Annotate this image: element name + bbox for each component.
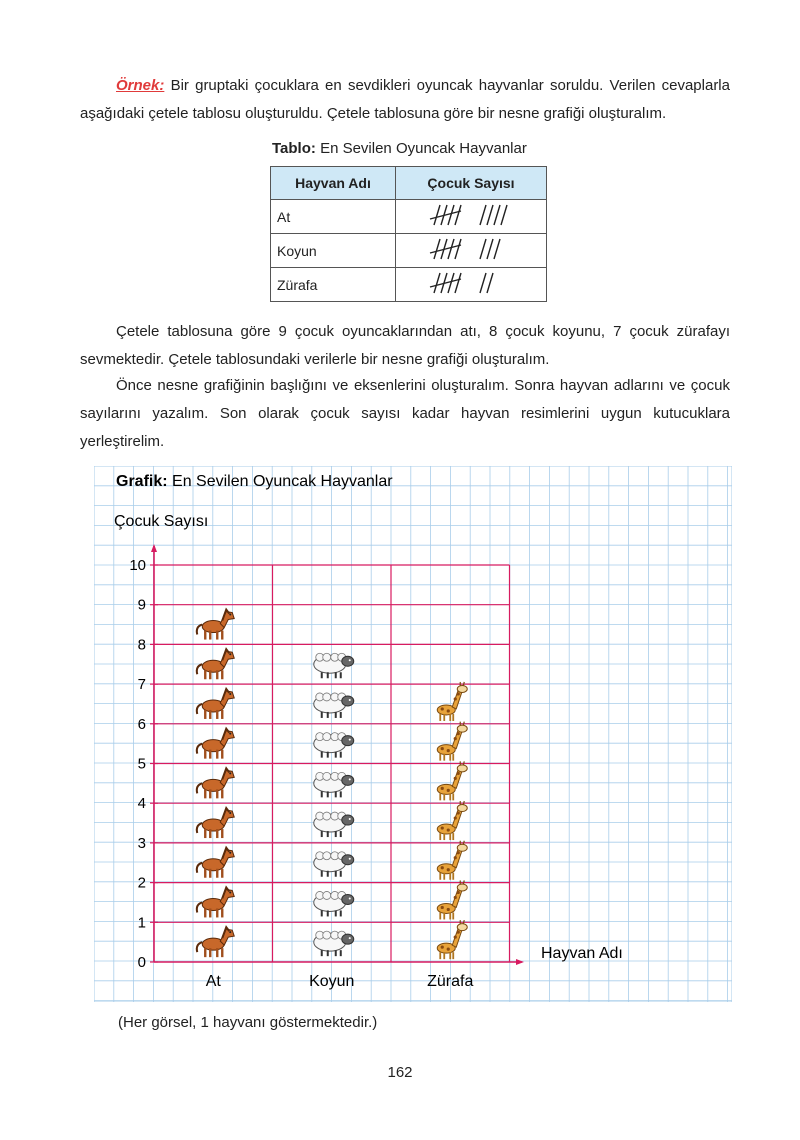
row-name: At	[271, 200, 396, 234]
y-tick-label: 4	[137, 795, 146, 813]
x-tick-label: At	[205, 973, 221, 990]
row-name: Koyun	[271, 234, 396, 268]
sheep-icon	[314, 733, 354, 758]
table-caption-text: En Sevilen Oyuncak Hayvanlar	[320, 140, 527, 157]
tally-group	[430, 239, 461, 259]
horse-icon	[197, 808, 234, 838]
sheep-icon	[314, 891, 354, 916]
y-tick-label: 9	[137, 596, 146, 614]
giraffe-icon	[437, 722, 467, 761]
header-child-count: Çocuk Sayısı	[396, 167, 547, 200]
paragraph-2: Çetele tablosuna göre 9 çocuk oyuncaklarından atı, 8 çocuk koyunu, 7 çocuk zürafayı sevmektedir. Çetele tablosundaki verilerle bir nesne grafiği oluşturalım.	[80, 323, 730, 368]
y-axis-label: Çocuk Sayısı	[114, 513, 209, 530]
bar-column	[314, 653, 354, 956]
graph-title	[116, 473, 393, 490]
table-caption	[272, 140, 527, 157]
object-graph	[94, 466, 732, 1002]
bar-column	[197, 610, 234, 958]
y-tick-label: 8	[137, 636, 146, 654]
graph-title-text: En Sevilen Oyuncak Hayvanlar	[167, 473, 393, 490]
x-tick-label: Koyun	[309, 973, 355, 990]
y-tick-label: 2	[137, 874, 146, 892]
giraffe-icon	[437, 682, 467, 721]
table-row	[271, 234, 547, 268]
y-tick-label: 6	[137, 715, 146, 733]
y-tick-label: 10	[129, 557, 146, 574]
sheep-icon	[314, 772, 354, 797]
x-axis-label: Hayvan Adı	[541, 945, 623, 962]
horse-icon	[197, 768, 234, 798]
table-row	[271, 200, 547, 234]
tally-marks	[402, 268, 540, 298]
sheep-icon	[314, 852, 354, 877]
tally-cell	[396, 268, 547, 302]
sheep-icon	[314, 931, 354, 956]
sheep-icon	[314, 693, 354, 718]
giraffe-icon	[437, 761, 467, 800]
header-animal-name: Hayvan Adı	[271, 167, 396, 200]
giraffe-icon	[437, 801, 467, 840]
giraffe-icon	[437, 920, 467, 959]
example-label: Örnek:	[116, 77, 165, 94]
giraffe-icon	[437, 880, 467, 919]
tally-cell	[396, 200, 547, 234]
tally-group	[480, 273, 493, 293]
table-row	[271, 268, 547, 302]
intro-paragraph	[80, 72, 730, 128]
tally-cell	[396, 234, 547, 268]
table-caption-bold: Tablo:	[272, 140, 316, 157]
tally-group	[480, 239, 500, 259]
page-number: 162	[387, 1064, 413, 1081]
intro-text: Bir gruptaki çocuklara en sevdikleri oyuncak hayvanlar soruldu. Verilen cevaplarla aşağıdaki çetele tablosu oluşturuldu. Çetele tablosuna göre bir nesne grafiği oluşturalım.	[80, 77, 730, 122]
tally-group	[430, 205, 461, 225]
tally-group	[480, 205, 507, 225]
y-tick-label: 5	[137, 755, 146, 773]
row-name: Zürafa	[271, 268, 396, 302]
sheep-icon	[314, 812, 354, 837]
tally-marks	[402, 200, 540, 230]
x-tick-label: Zürafa	[427, 973, 474, 990]
table-header-row	[271, 167, 547, 200]
tally-table	[270, 166, 547, 302]
giraffe-icon	[437, 841, 467, 880]
y-tick-label: 0	[137, 954, 146, 971]
background-grid	[94, 466, 732, 1002]
horse-icon	[197, 729, 234, 759]
horse-icon	[197, 887, 234, 917]
horse-icon	[197, 848, 234, 878]
paragraph-3: Önce nesne grafiğinin başlığını ve eksenlerini oluşturalım. Sonra hayvan adlarını ve çocuk sayılarını yazalım. Son olarak çocuk sayısı kadar hayvan resimlerini uygun kutucuklara yerleştirelim.	[80, 377, 730, 450]
y-tick-label: 7	[137, 676, 146, 694]
y-tick-label: 1	[137, 914, 146, 932]
sheep-icon	[314, 653, 354, 678]
tally-marks	[402, 234, 540, 264]
horse-icon	[197, 927, 234, 957]
graph-title-bold: Grafik:	[116, 473, 168, 490]
y-tick-label: 3	[137, 834, 146, 852]
tally-group	[430, 273, 461, 293]
footnote: (Her görsel, 1 hayvanı göstermektedir.)	[118, 1014, 378, 1031]
